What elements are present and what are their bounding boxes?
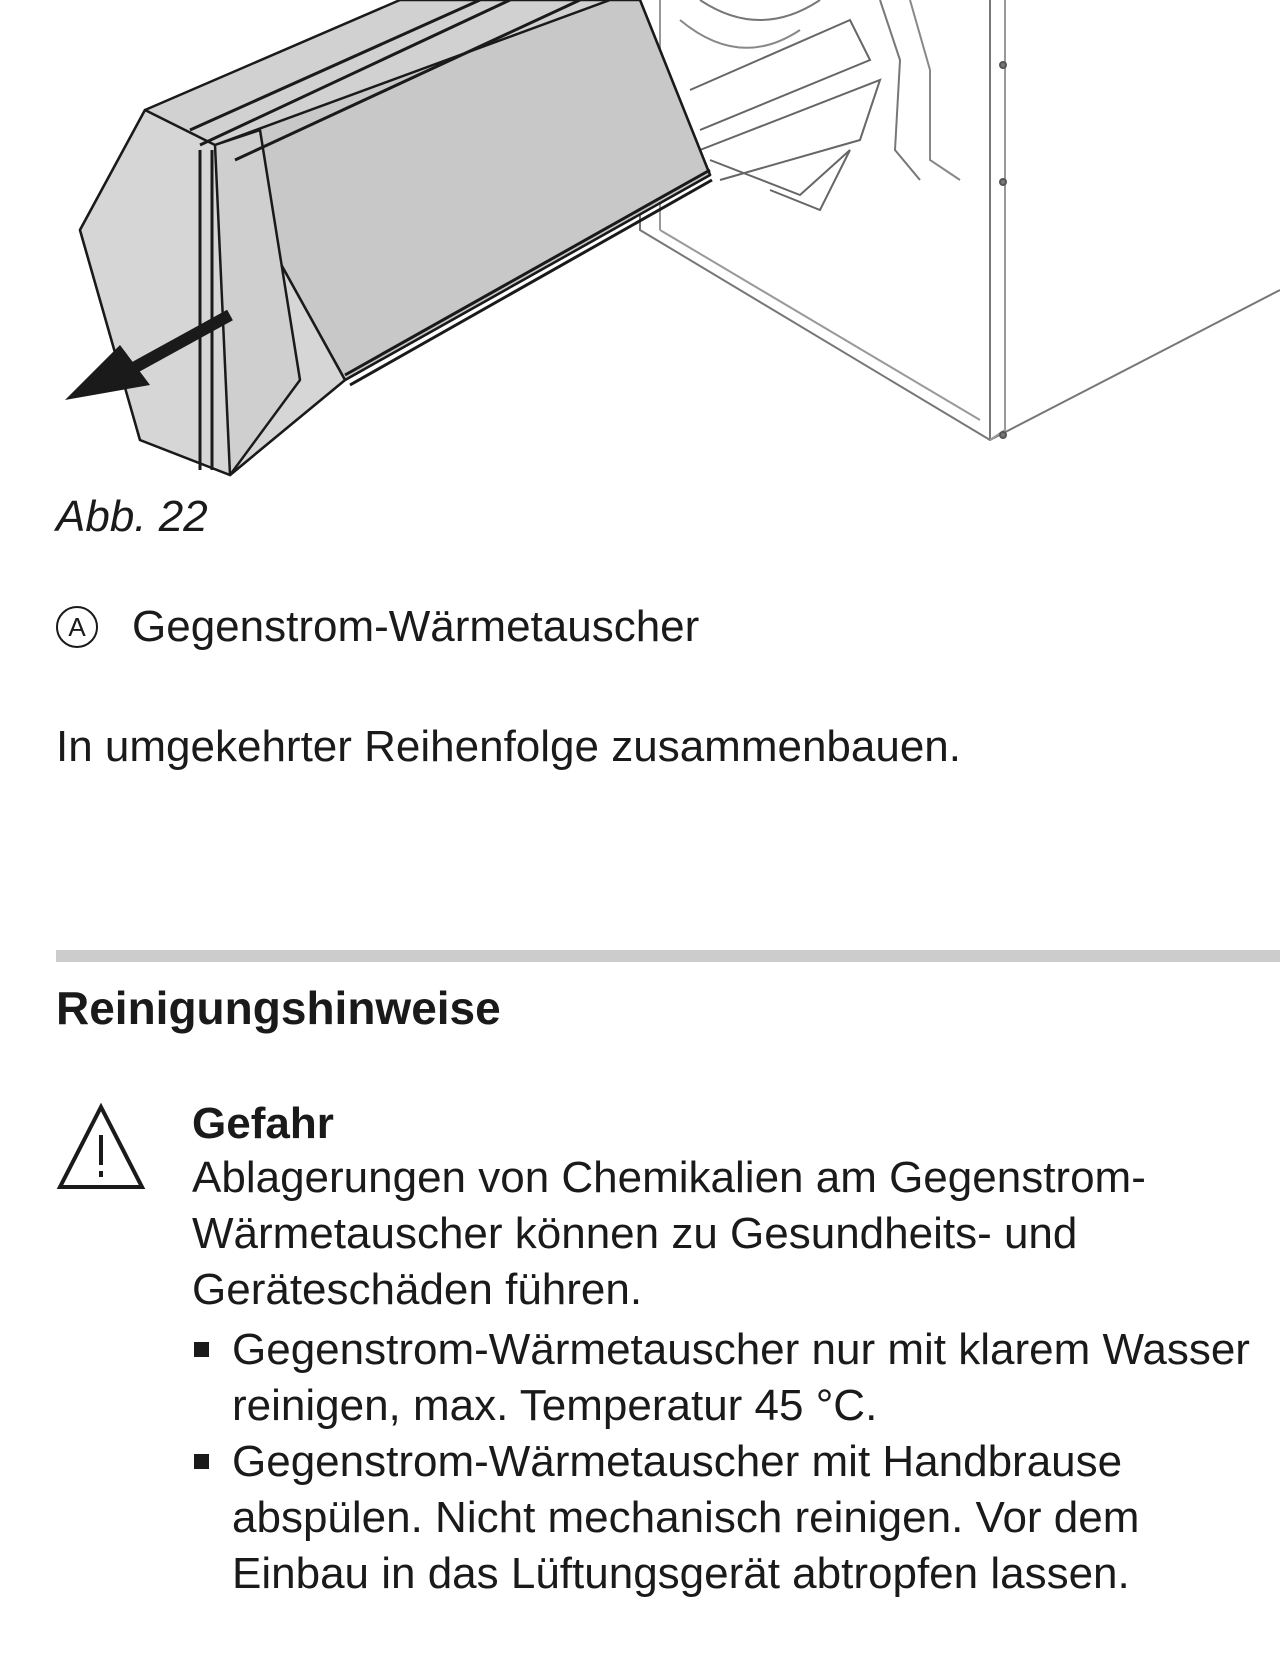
legend-label: Gegenstrom-Wärmetauscher (132, 602, 700, 651)
bullet-square-icon (194, 1454, 209, 1469)
warning-text: Ablagerungen von Chemikalien am Gegenstrom-Wärmetauscher können zu Gesundheits- und Geräteschäden führen. (192, 1153, 1146, 1314)
danger-warning (192, 1098, 1252, 1602)
section-heading: Reinigungshinweise (56, 982, 501, 1034)
bullet-text: Gegenstrom-Wärmetauscher nur mit klarem Wasser reinigen, max. Temperatur 45 °C. (232, 1325, 1250, 1430)
warning-title: Gefahr (192, 1099, 334, 1148)
warning-bullet-list (192, 1322, 1252, 1602)
reassembly-instruction: In umgekehrter Reihenfolge zusammenbauen. (56, 722, 961, 771)
figure-legend-item (56, 602, 700, 651)
legend-marker-a: A (56, 606, 98, 648)
figure-caption: Abb. 22 (56, 492, 208, 541)
list-item (192, 1434, 1252, 1602)
list-item (192, 1322, 1252, 1434)
bullet-square-icon (194, 1342, 209, 1357)
bullet-text: Gegenstrom-Wärmetauscher mit Handbrause abspülen. Nicht mechanisch reinigen. Vor dem Einbau in das Lüftungsgerät abtropfen lassen. (232, 1437, 1140, 1598)
section-divider (56, 950, 1280, 962)
heat-exchanger-removal-illustration (0, 0, 1280, 500)
figure-illustration (0, 0, 1280, 500)
warning-triangle-icon (56, 1103, 146, 1191)
